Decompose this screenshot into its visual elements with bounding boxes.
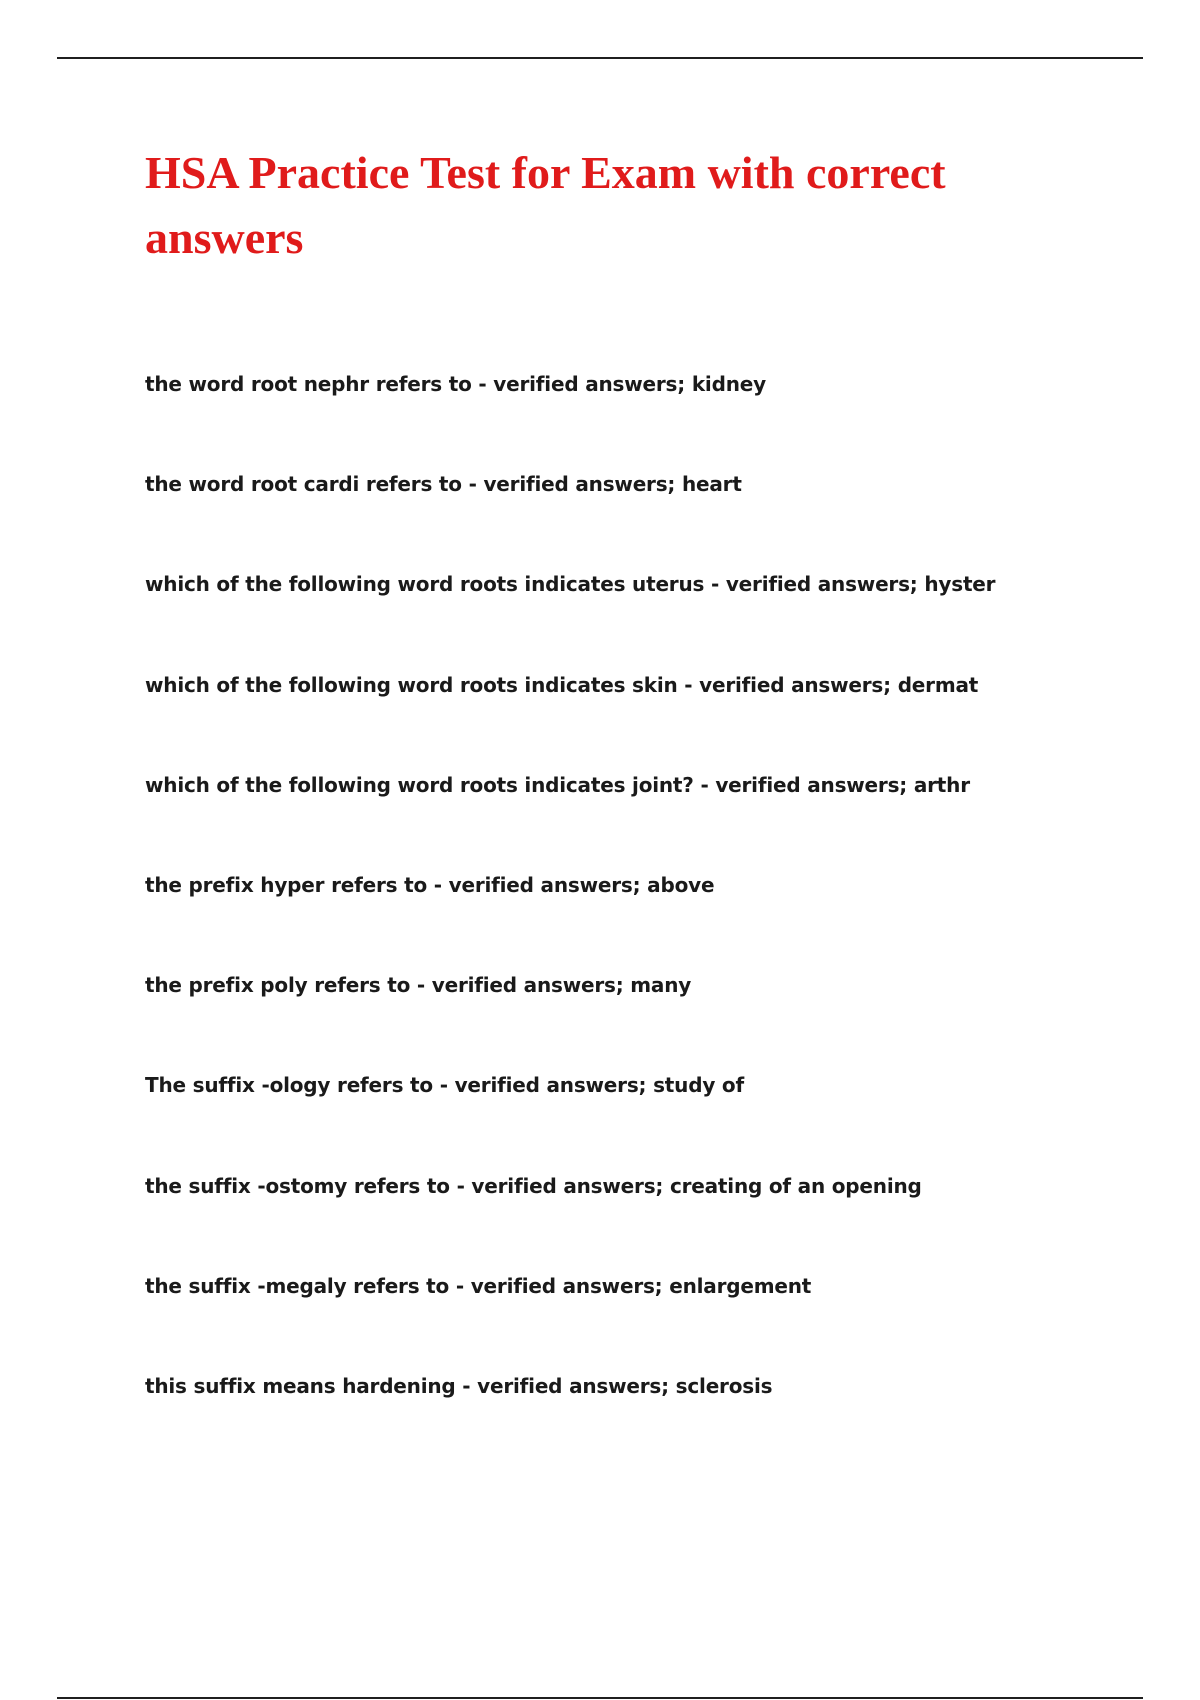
document-title: HSA Practice Test for Exam with correct answers [145, 147, 946, 263]
qa-item: the suffix -megaly refers to - verified answers; enlargement [145, 1273, 812, 1298]
qa-item: which of the following word roots indicates joint? - verified answers; arthr [145, 772, 970, 797]
qa-item: this suffix means hardening - verified answers; sclerosis [145, 1373, 773, 1398]
qa-item: which of the following word roots indicates uterus - verified answers; hyster [145, 572, 996, 597]
qa-item: the word root cardi refers to - verified answers; heart [145, 472, 742, 497]
qa-item: the suffix -ostomy refers to - verified answers; creating of an opening [145, 1173, 922, 1198]
qa-item: the prefix poly refers to - verified answers; many [145, 973, 692, 998]
qa-item: The suffix -ology refers to - verified answers; study of [145, 1073, 744, 1098]
qa-item: which of the following word roots indicates skin - verified answers; dermat [145, 672, 979, 697]
qa-list [145, 370, 1105, 1472]
qa-item: the prefix hyper refers to - verified answers; above [145, 872, 715, 897]
top-divider [57, 57, 1143, 59]
qa-item: the word root nephr refers to - verified answers; kidney [145, 372, 766, 396]
bottom-divider [57, 1697, 1143, 1699]
